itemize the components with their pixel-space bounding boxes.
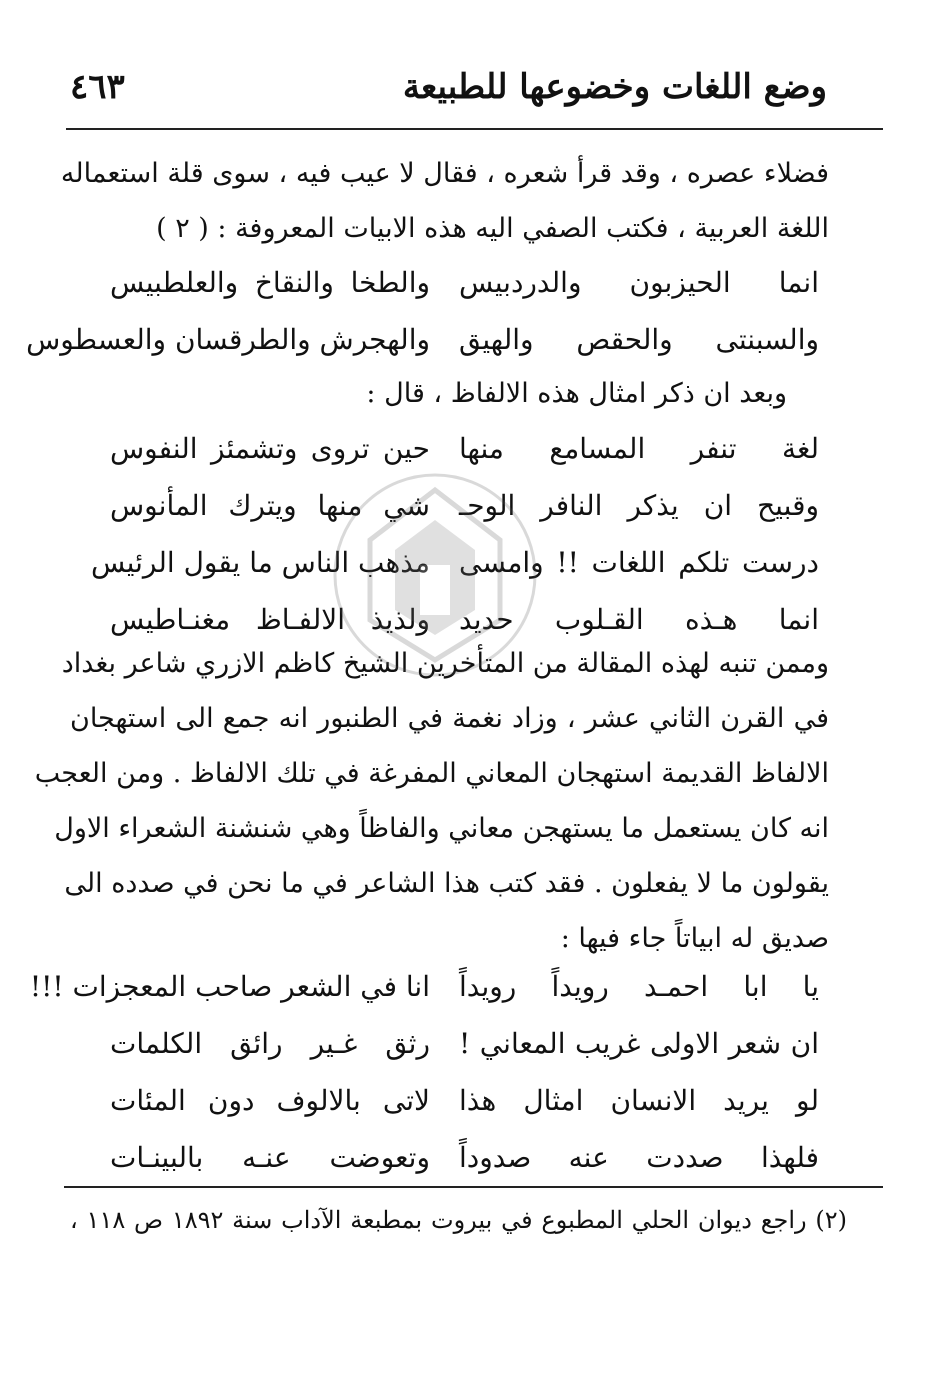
poem-one-opening <box>26 254 819 368</box>
header-divider <box>66 128 883 130</box>
text-line: صديق له ابياتاً جاء فيها : <box>560 923 829 954</box>
poem-two <box>29 958 819 1186</box>
verse-line <box>110 1129 819 1186</box>
running-title: وضع اللغات وخضوعها للطبيعة <box>402 67 827 107</box>
footnote: (٢) راجع ديوان الحلي المطبوع في بيروت بمطبعة الآداب سنة ١٨٩٢ ص ١١٨ ، <box>70 1206 848 1234</box>
verse-second-hemistich: رثق غـير رائق الكلمات <box>110 1027 430 1060</box>
verse-second-hemistich: والطخا والنقاخ والعلطبيس <box>110 266 430 299</box>
verse-first-hemistich: يا ابا احمـد رويداً رويداً <box>459 970 819 1003</box>
verse-line <box>29 958 819 1015</box>
verse-first-hemistich: لو يريد الانسان امثال هذا <box>459 1084 819 1117</box>
text-line: وممن تنبه لهذه المقالة من المتأخرين الشيخ كاظم الازري شاعر بغداد <box>61 648 829 679</box>
text-line: في القرن الثاني عشر ، وزاد نغمة في الطنبور انه جمع الى استهجان <box>70 703 829 734</box>
verse-line <box>110 420 819 477</box>
text-line: وبعد ان ذكر امثال هذه الالفاظ ، قال : <box>366 378 787 409</box>
verse-first-hemistich: ان شعر الاولى غريب المعاني ! <box>459 1027 819 1060</box>
verse-second-hemistich: وتعوضت عنـه بالبينـات <box>110 1141 430 1174</box>
verse-first-hemistich: انما الحيزبون والدردبيس <box>459 266 819 299</box>
intro-paragraph <box>60 146 829 256</box>
verse-second-hemistich: والهجرش والطرقسان والعسطوس <box>26 323 430 356</box>
footnote-divider <box>64 1186 883 1188</box>
verse-first-hemistich: فلهذا صددت عنه صدوداً <box>459 1141 819 1174</box>
text-line: الالفاظ القديمة استهجان المعاني المفرغة في تلك الالفاظ . ومن العجب <box>34 758 829 789</box>
verse-first-hemistich: درست تلكم اللغات !! وامسى <box>459 546 819 579</box>
verse-line <box>26 311 819 368</box>
verse-second-hemistich: ولذيذ الالفـاظ مغنـاطيس <box>110 603 430 636</box>
verse-first-hemistich: والسبنتى والحقص والهيق <box>459 323 819 356</box>
text-line: اللغة العربية ، فكتب الصفي اليه هذه الابيات المعروفة : ( ٢ ) <box>156 213 829 244</box>
verse-first-hemistich: وقبيح ان يذكر النافر الوحـ <box>459 489 819 522</box>
page-number: ٤٦٣ <box>70 67 125 107</box>
bridge-paragraph <box>70 366 787 421</box>
text-line: فضلاء عصره ، وقد قرأ شعره ، فقال لا عيب فيه ، سوى قلة استعماله <box>60 158 829 189</box>
verse-second-hemistich: انا في الشعر صاحب المعجزات !!! <box>29 970 430 1003</box>
verse-first-hemistich: لغة تنفر المسامع منها <box>459 432 819 465</box>
verse-line <box>110 254 819 311</box>
verse-line <box>110 1072 819 1129</box>
verse-second-hemistich: شي منها ويترك المأنوس <box>110 489 430 522</box>
library-watermark-icon <box>330 470 540 680</box>
verse-line <box>110 1015 819 1072</box>
verse-second-hemistich: لاتى بالالوف دون المئات <box>110 1084 430 1117</box>
verse-second-hemistich: حين تروى وتشمئز النفوس <box>110 432 430 465</box>
page-header <box>70 62 827 112</box>
verse-first-hemistich: انما هـذه القـلوب حديد <box>459 603 819 636</box>
verse-second-hemistich: مذهب الناس ما يقول الرئيس <box>90 546 430 579</box>
text-line: يقولون ما لا يفعلون . فقد كتب هذا الشاعر في ما نحن في صدده الى <box>64 868 829 899</box>
body-paragraph <box>34 636 829 966</box>
text-line: انه كان يستعمل ما يستهجن معاني والفاظاً وهي شنشنة الشعراء الاول <box>54 813 829 844</box>
